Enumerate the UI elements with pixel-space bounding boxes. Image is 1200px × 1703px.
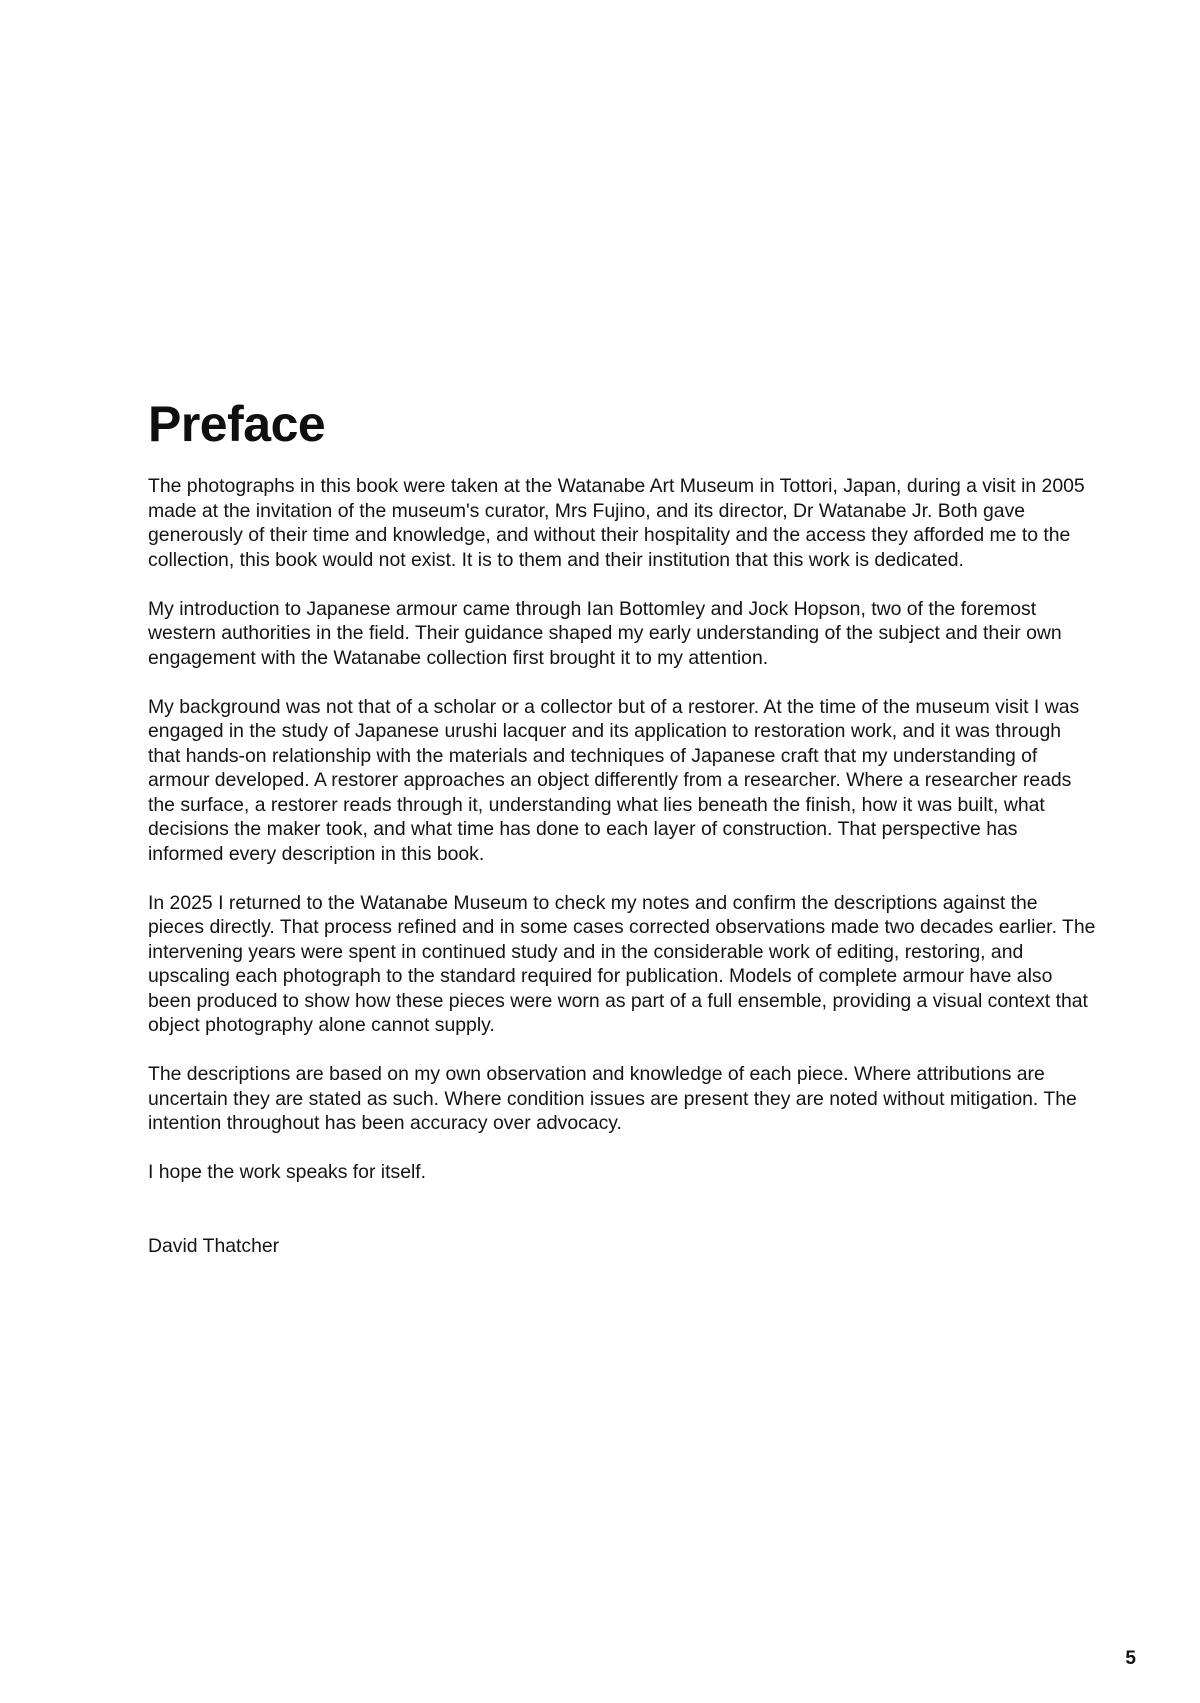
paragraph-introduction: My introduction to Japanese armour came through Ian Bottomley and Jock Hopson, two of the foremost western authorities in the field. Their guidance shaped my early understanding of the subject and their own engagement with the Watanabe collection first brought it to my attention. <box>148 597 1062 669</box>
paragraph-closing: I hope the work speaks for itself. <box>148 1161 427 1183</box>
author-signature: David Thatcher <box>148 1234 280 1257</box>
paragraph-background: My background was not that of a scholar or a collector but of a restorer. At the time of the museum visit I was engaged in the study of Japanese urushi lacquer and its application to restoration work, and it was through that hands-on relationship with the materials and techniques of Japanese craft that my understanding of armour developed. A restorer approaches an object differently from a researcher. Where a researcher reads the surface, a restorer reads through it, understanding what lies beneath the finish, how it was built, what decisions the maker took, and what time has done to each layer of construction. That perspective has informed every description in this book. <box>148 695 1080 865</box>
page-number: 5 <box>1125 1648 1136 1669</box>
paragraph-acknowledgement: The photographs in this book were taken at the Watanabe Art Museum in Tottori, Japan, during a visit in 2005 made at the invitation of the museum's curator, Mrs Fujino, and its director, Dr Watanabe Jr. Both gave generously of their time and knowledge, and without their hospitality and the access they afforded me to the collection, this book would not exist. It is to them and their institution that this work is dedicated. <box>148 475 1085 571</box>
paragraph-return-visit: In 2025 I returned to the Watanabe Museum to check my notes and confirm the descriptions against the pieces directly. That process refined and in some cases corrected observations made two decades earlier. The intervening years were spent in continued study and in the considerable work of editing, restoring, and upscaling each photograph to the standard required for publication. Models of complete armour have also been produced to show how these pieces were worn as part of a full ensemble, providing a visual context that object photography alone cannot supply. <box>148 891 1096 1036</box>
paragraph-descriptions: The descriptions are based on my own observation and knowledge of each piece. Where attributions are uncertain they are stated as such. Where condition issues are present they are noted without mitigation. The intention throughout has been accuracy over advocacy. <box>148 1063 1077 1134</box>
preface-content <box>148 394 1098 1258</box>
page-title: Preface <box>148 396 326 452</box>
